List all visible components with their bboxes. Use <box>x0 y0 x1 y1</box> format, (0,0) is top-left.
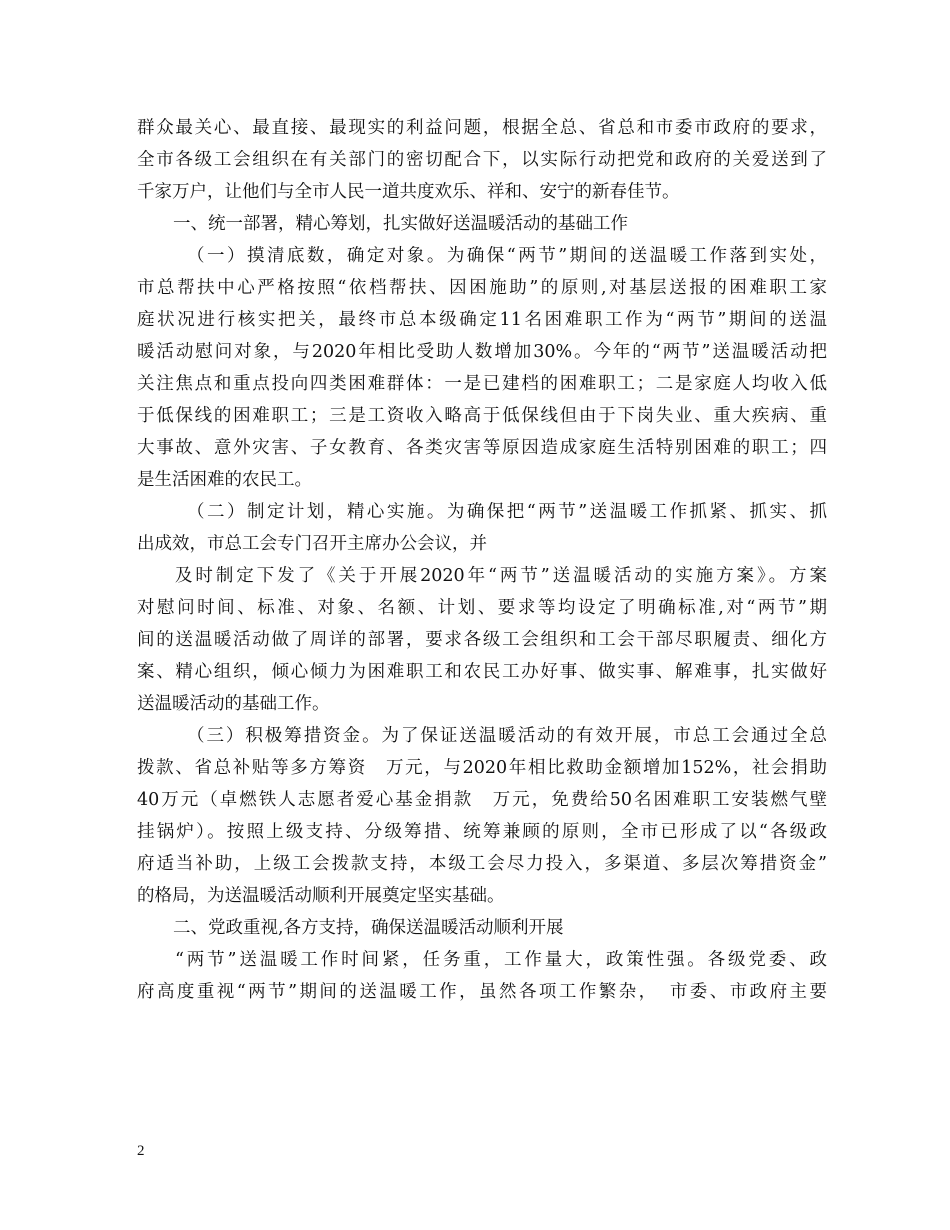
text-line: 间的送温暖活动做了周详的部署，要求各级工会组织和工会干部尽职履责、细化方 <box>137 630 827 650</box>
text-line: 群众最关心、最直接、最现实的利益问题，根据全总、省总和市委市政府的要求， <box>137 118 827 138</box>
text-line: 的格局，为送温暖活动顺利开展奠定坚实基础。 <box>137 886 505 906</box>
text-line: 挂锅炉）。按照上级支持、分级筹措、统筹兼顾的原则，全市已形成了以“各级政 <box>137 822 827 842</box>
text-line: 关注焦点和重点投向四类困难群体：一是已建档的困难职工；二是家庭人均收入低 <box>137 374 827 394</box>
section-heading-1: 一、统一部署，精心筹划，扎实做好送温暖活动的基础工作 <box>173 214 628 234</box>
section-heading-2: 二、党政重视,各方支持，确保送温暖活动顺利开展 <box>173 918 564 938</box>
text-line: （三）积极筹措资金。为了保证送温暖活动的有效开展，市总工会通过全总 <box>187 726 827 746</box>
text-line: 送温暖活动的基础工作。 <box>137 694 330 714</box>
text-line: （二）制定计划，精心实施。为确保把“两节”送温暖工作抓紧、抓实、抓 <box>187 502 827 522</box>
text-line: 对慰问时间、标准、对象、名额、计划、要求等均设定了明确标准,对“两节”期 <box>137 598 827 618</box>
text-line: 暖活动慰问对象，与2020年相比受助人数增加30%。今年的“两节”送温暖活动把 <box>137 342 827 362</box>
text-line: 40万元（卓燃铁人志愿者爱心基金捐款 万元，免费给50名困难职工安装燃气壁 <box>137 790 827 810</box>
text-line: 千家万户，让他们与全市人民一道共度欢乐、祥和、安宁的新春佳节。 <box>137 182 680 202</box>
text-line: （一）摸清底数，确定对象。为确保“两节”期间的送温暖工作落到实处， <box>187 246 827 266</box>
text-line: 庭状况进行核实把关，最终市总本级确定11名困难职工作为“两节”期间的送温 <box>137 310 827 330</box>
body-text <box>137 112 827 1008</box>
text-line: “两节”送温暖工作时间紧，任务重，工作量大，政策性强。各级党委、政 <box>175 950 827 970</box>
text-line: 于低保线的困难职工；三是工资收入略高于低保线但由于下岗失业、重大疾病、重 <box>137 406 827 426</box>
text-line: 全市各级工会组织在有关部门的密切配合下，以实际行动把党和政府的关爱送到了 <box>137 150 827 170</box>
text-line: 府适当补助，上级工会拨款支持，本级工会尽力投入，多渠道、多层次筹措资金” <box>137 854 827 874</box>
text-line: 及时制定下发了《关于开展2020年“两节”送温暖活动的实施方案》。方案 <box>175 566 827 586</box>
text-line: 市总帮扶中心严格按照“依档帮扶、因困施助”的原则,对基层送报的困难职工家 <box>137 278 827 298</box>
page-number: 2 <box>137 1143 145 1159</box>
text-line: 大事故、意外灾害、子女教育、各类灾害等原因造成家庭生活特别困难的职工；四 <box>137 438 827 458</box>
text-line: 案、精心组织，倾心倾力为困难职工和农民工办好事、做实事、解难事，扎实做好 <box>137 662 827 682</box>
text-line: 拨款、省总补贴等多方筹资 万元，与2020年相比救助金额增加152%，社会捐助 <box>137 758 827 778</box>
text-line: 是生活困难的农民工。 <box>137 470 312 490</box>
text-line: 出成效，市总工会专门召开主席办公会议，并 <box>137 534 487 554</box>
text-line: 府高度重视“两节”期间的送温暖工作，虽然各项工作繁杂， 市委、市政府主要 <box>137 982 827 1002</box>
